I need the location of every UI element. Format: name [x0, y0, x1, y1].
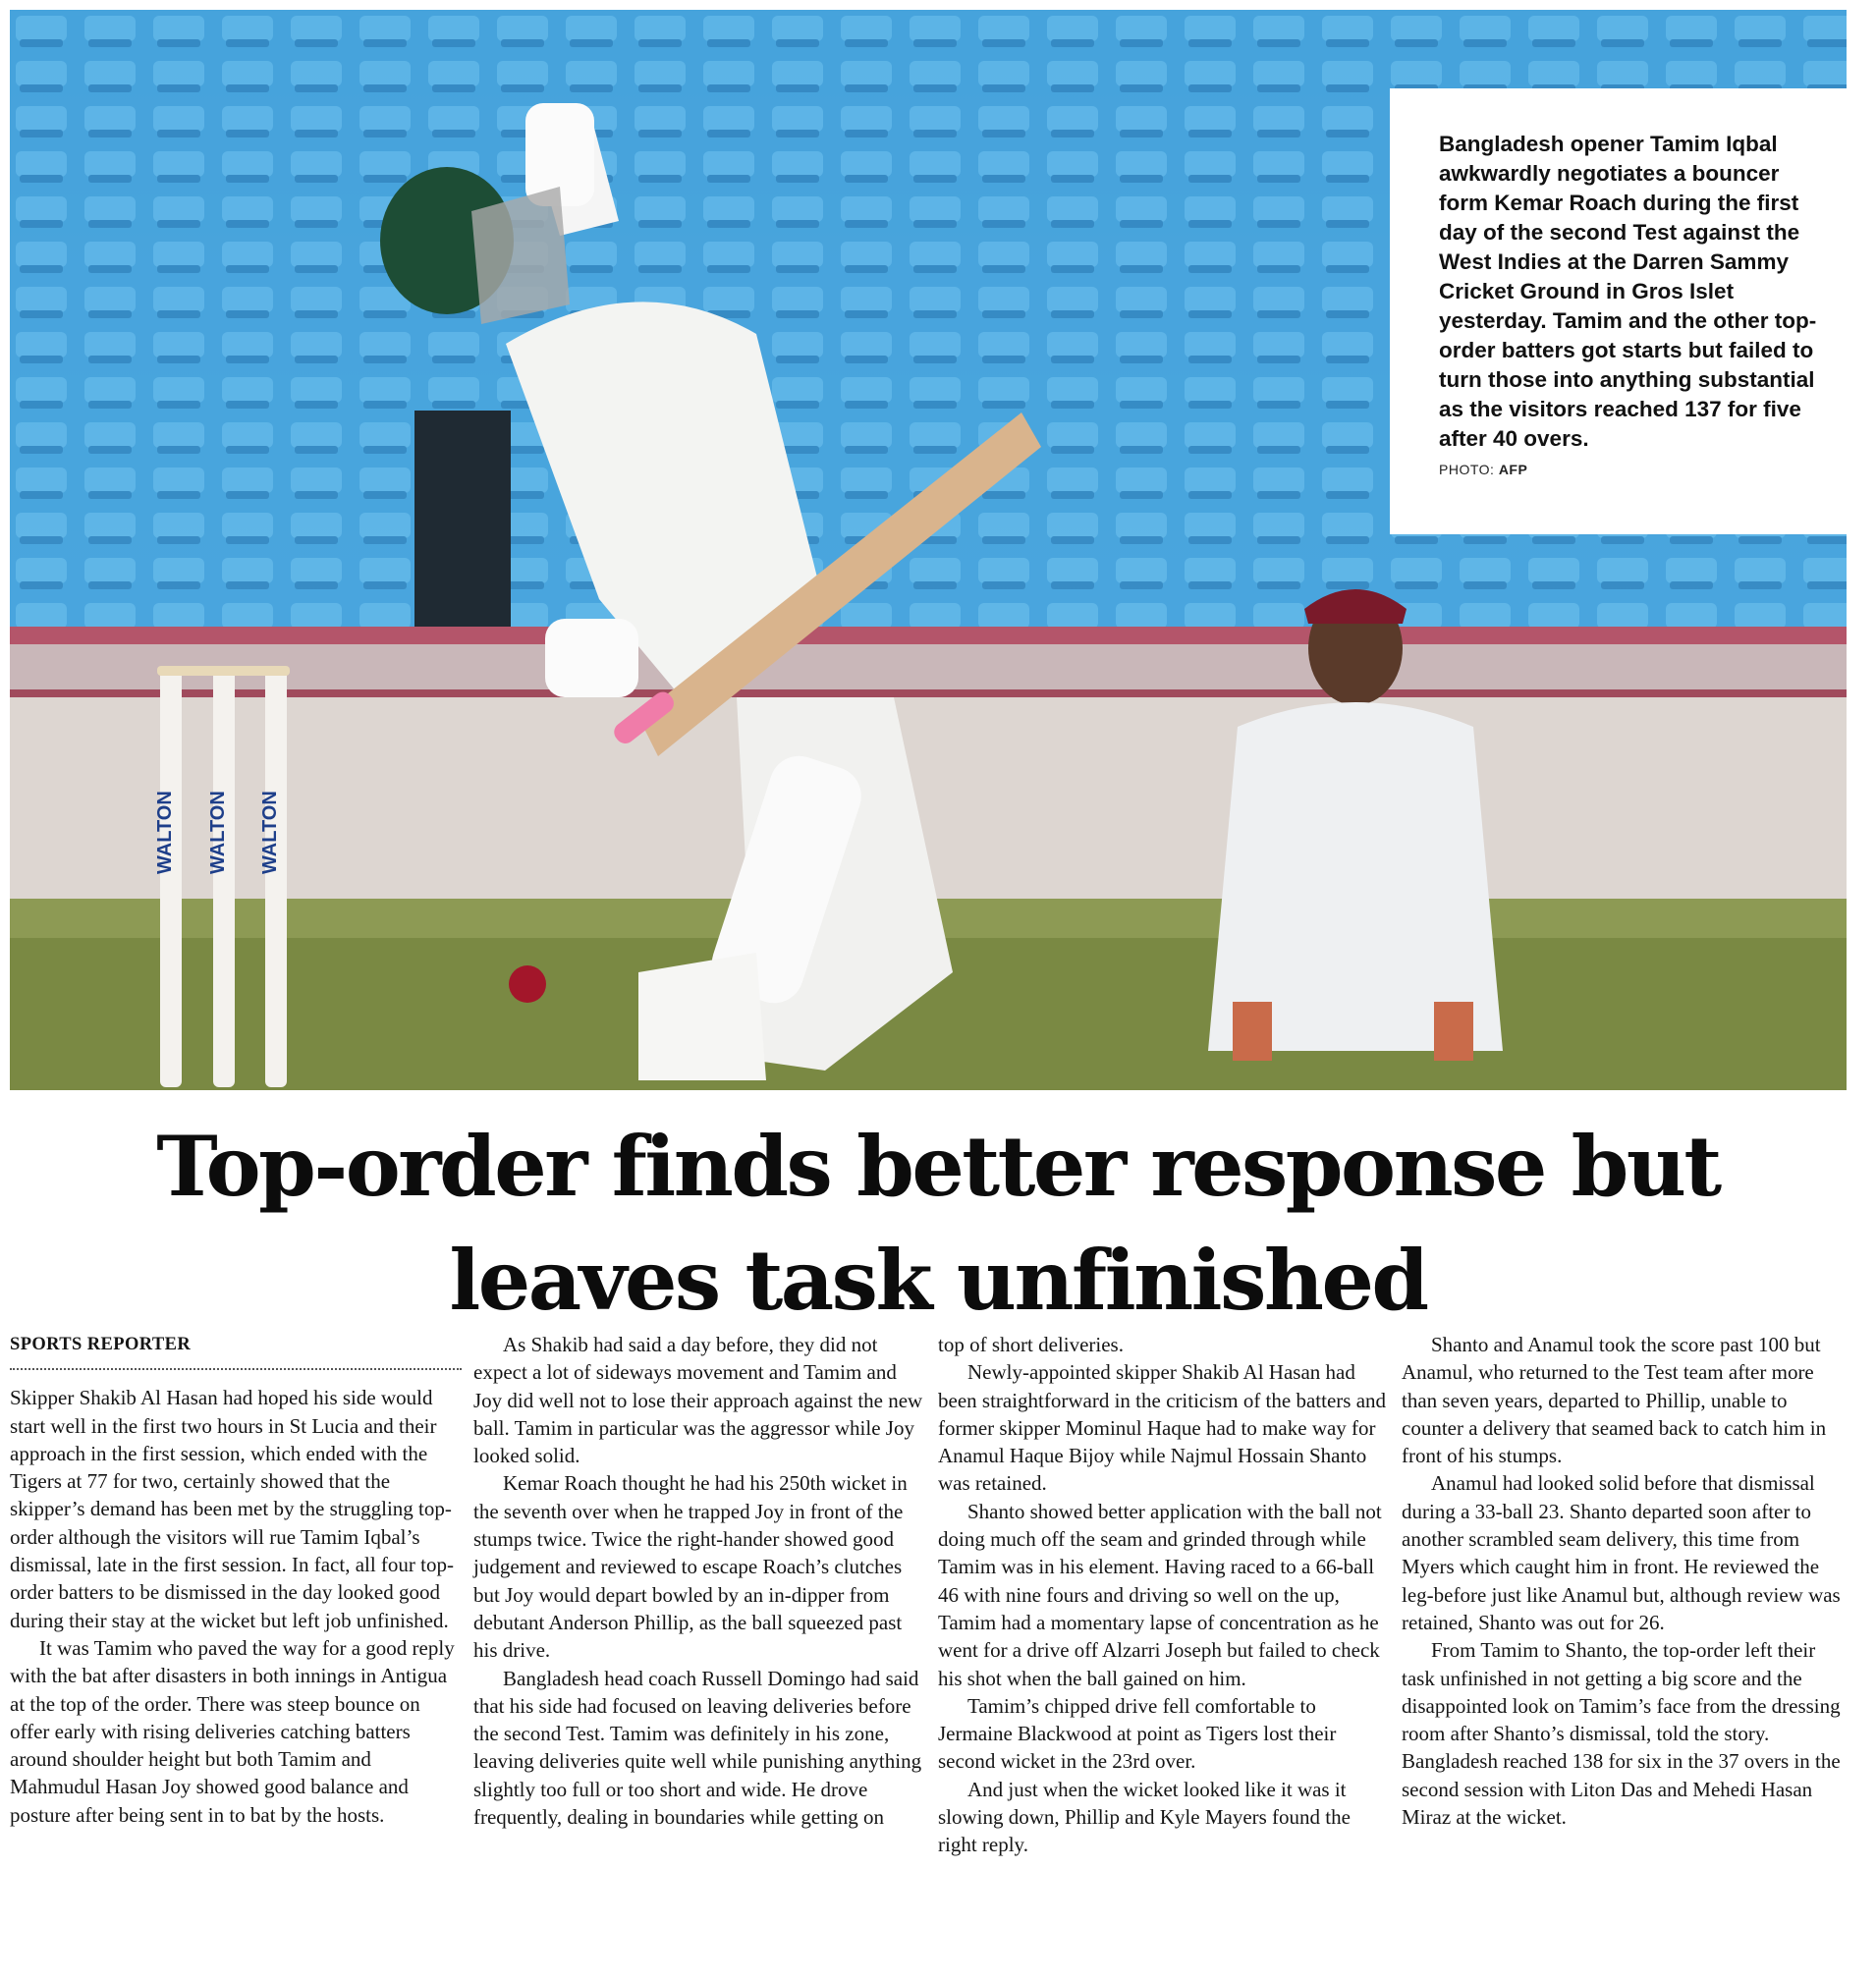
paragraph: Shanto and Anamul took the score past 100 but Anamul, who returned to the Test team after more than seven years, departed to Phillip, unable to counter a delivery that seamed back to catch him in front of his stumps.	[1402, 1333, 1827, 1468]
paragraph: Shanto showed better application with the ball not doing much off the seam and grinded through while Tamim was in his element. Having raced to a 66-ball 46 with nine fours and driving so well on the up, Tamim had a momentary lapse of concentration as he went for a drive off Alzarri Joseph but failed to check his shot when the ball gained on him.	[938, 1499, 1382, 1690]
paragraph: It was Tamim who paved the way for a good reply with the bat after disasters in both innings in Antigua at the top of the order. There was steep bounce on offer early with rising deliveries catching batters around shoulder height but both Tamim and Mahmudul Hasan Joy showed good balance and posture after being sent in to bat by the hosts.	[10, 1635, 455, 1827]
stumps	[154, 666, 290, 1087]
paragraph: As Shakib had said a day before, they did not expect a lot of sideways movement and Tamim and Joy did well not to lose their approach against the new ball. Tamim in particular was the aggressor while Joy looked solid.	[473, 1333, 923, 1468]
photo-caption: Bangladesh opener Tamim Iqbal awkwardly negotiates a bouncer form Kemar Roach during the first day of the second Test against the West Indies at the Darren Sammy Cricket Ground in Gros Islet yesterday. Tamim and the other top-order batters got starts but failed to turn those into anything substantial as the visitors reached 137 for five after 40 overs.	[1439, 132, 1817, 451]
photo-credit-source: AFP	[1498, 462, 1528, 477]
article-headline	[0, 1110, 1876, 1338]
headline-line-1: Top-order finds better response but	[156, 1118, 1720, 1215]
article-column-2	[473, 1331, 925, 1831]
photo-credit-label: PHOTO:	[1439, 462, 1495, 477]
article-column-3	[938, 1331, 1390, 1859]
article-column-4	[1402, 1331, 1853, 1831]
headline-line-2: leaves task unfinished	[449, 1232, 1427, 1329]
byline: SPORTS REPORTER	[10, 1331, 462, 1370]
paragraph: Bangladesh head coach Russell Domingo had said that his side had focused on leaving deliveries before the second Test. Tamim was definitely in his zone, leaving deliveries quite well while punishing anything slightly too full or too short and wide. He drove frequently, dealing in boundaries while getting on	[473, 1666, 922, 1830]
article-photo	[10, 10, 1847, 1090]
paragraph: Skipper Shakib Al Hasan had hoped his side would start well in the first two hours in St Lucia and their approach in the first session, which ended with the Tigers at 77 for two, certainly showed that the skipper’s demand has been met by the struggling top-order although the visitors will rue Tamim Iqbal’s dismissal, late in the first session. In fact, all four top-order batters to be dismissed in the day looked good during their stay at the wicket but left job unfinished.	[10, 1386, 454, 1632]
paragraph: Anamul had looked solid before that dismissal during a 33-ball 23. Shanto departed soon after to another scrambled seam delivery, this time from Myers which caught him in front. He reviewed the leg-before just like Anamul but, although review was retained, Shanto was out for 26.	[1402, 1471, 1841, 1634]
stump-brand-3: WALTON	[259, 791, 281, 874]
paragraph: Tamim’s chipped drive fell comfortable to Jermaine Blackwood at point as Tigers lost their second wicket in the 23rd over.	[938, 1693, 1337, 1774]
paragraph: Newly-appointed skipper Shakib Al Hasan had been straightforward in the criticism of the batters and former skipper Mominul Haque had to make way for Anamul Haque Bijoy while Najmul Hossain Shanto was retained.	[938, 1360, 1387, 1496]
photo-credit	[1439, 462, 1817, 477]
stand-doorway	[414, 411, 511, 646]
paragraph: And just when the wicket looked like it was it slowing down, Phillip and Kyle Mayers found the right reply.	[938, 1777, 1351, 1857]
railing	[10, 627, 1847, 644]
stump-brand-2: WALTON	[207, 791, 229, 874]
paragraph: top of short deliveries.	[938, 1333, 1124, 1356]
stump-brand-1: WALTON	[154, 791, 176, 874]
cricket-ball	[509, 965, 546, 1003]
paragraph: Kemar Roach thought he had his 250th wicket in the seventh over when he trapped Joy in front of the stumps twice. Twice the right-hander showed good judgement and reviewed to escape Roach’s clutches but Joy would depart bowled by an in-dipper from debutant Anderson Phillip, as the ball squeezed past his drive.	[473, 1471, 908, 1663]
glove-bottom	[545, 619, 638, 697]
article-column-1	[10, 1331, 462, 1829]
photo-caption-box	[1390, 88, 1847, 534]
paragraph: From Tamim to Shanto, the top-order left their task unfinished in not getting a big score and the disappointed look on Tamim’s face from the dressing room after Shanto’s dismissal, told the story. Bangladesh reached 138 for six in the 37 overs in the second session with Liton Das and Mehedi Hasan Miraz at the wicket.	[1402, 1638, 1841, 1830]
